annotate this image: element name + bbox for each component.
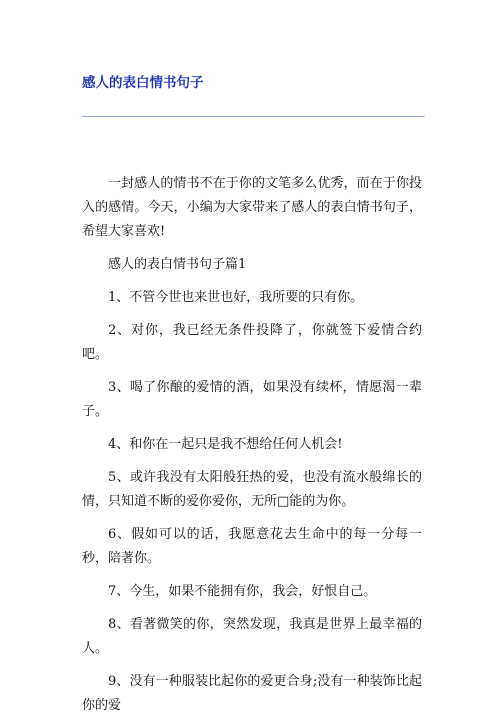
list-item: 5、或许我没有太阳般狂热的爱，也没有流水般绵长的情，只知道不断的爱你爱你，无所□能的为你。 — [82, 470, 422, 509]
list-item: 8、看著微笑的你，突然发现，我真是世界上最幸福的人。 — [82, 617, 422, 656]
intro-paragraph: 一封感人的情书不在于你的文笔多么优秀，而在于你投入的感情。今天，小编为大家带来了感人的表白情书句子，希望大家喜欢! — [82, 176, 422, 239]
document-body — [82, 172, 422, 727]
section-heading: 感人的表白情书句子篇1 — [108, 257, 247, 272]
title-underline: _______________________________________________________ — [82, 104, 425, 117]
list-item: 9、没有一种服装比起你的爱更合身;没有一种装饰比起你的爱 — [82, 674, 422, 713]
list-item: 7、今生，如果不能拥有你，我会，好恨自己。 — [108, 584, 377, 599]
document-title: 感人的表白情书句子 — [82, 75, 204, 91]
list-item: 2、对你，我已经无条件投降了，你就签下爱情合约吧。 — [82, 323, 422, 362]
list-item: 3、喝了你酿的爱情的酒，如果没有续杯，情愿渴一辈子。 — [82, 380, 422, 419]
list-item: 1、不管今世也来世也好，我所要的只有你。 — [108, 290, 364, 305]
list-item: 4、和你在一起只是我不想给任何人机会! — [108, 437, 343, 452]
list-item: 6、假如可以的话，我愿意花去生命中的每一分每一秒，陪著你。 — [82, 527, 422, 566]
